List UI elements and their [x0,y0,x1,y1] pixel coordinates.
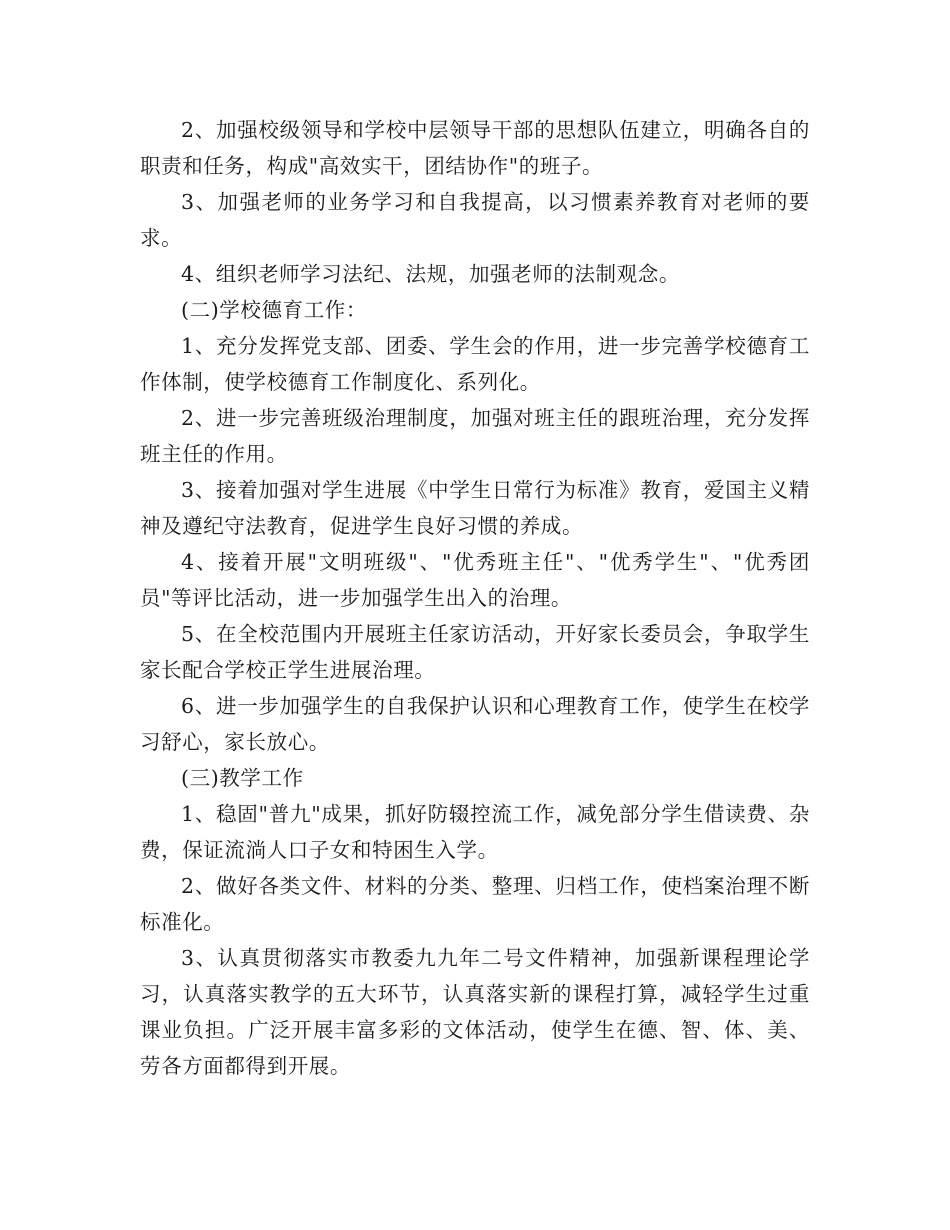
paragraph-evaluation-activities: 4、接着开展"文明班级"、"优秀班主任"、"优秀学生"、"优秀团员"等评比活动，进一步加强学生出入的治理。 [140,550,810,610]
paragraph-behavior-standards: 3、接着加强对学生进展《中学生日常行为标准》教育，爱国主义精神及遵纪守法教育，促进学生良好习惯的养成。 [140,478,810,538]
paragraph-legal-study: 4、组织老师学习法纪、法规，加强老师的法制观念。 [181,262,680,286]
section-heading-moral-education: (二)学校德育工作： [181,298,367,322]
paragraph-curriculum: 3、认真贯彻落实市教委九九年二号文件精神，加强新课程理论学习，认真落实教学的五大环节，认真落实新的课程打算，减轻学生过重课业负担。广泛开展丰富多彩的文体活动，使学生在德、智、体、美、劳各方面都得到开展。 [140,946,810,1078]
paragraph-leadership: 2、加强校级领导和学校中层领导干部的思想队伍建立，明确各自的职责和任务，构成"高效实干，团结协作"的班子。 [140,118,810,178]
paragraph-compulsory-education: 1、稳固"普九"成果，抓好防辍控流工作，减免部分学生借读费、杂费，保证流淌人口子女和特困生入学。 [140,802,810,862]
section-heading-teaching: (三)教学工作 [181,766,304,790]
paragraph-class-management: 2、进一步完善班级治理制度，加强对班主任的跟班治理，充分发挥班主任的作用。 [140,406,810,466]
paragraph-archives: 2、做好各类文件、材料的分类、整理、归档工作，使档案治理不断标准化。 [140,874,810,934]
paragraph-party-role: 1、充分发挥党支部、团委、学生会的作用，进一步完善学校德育工作体制，使学校德育工作制度化、系列化。 [140,334,810,394]
paragraph-home-visits: 5、在全校范围内开展班主任家访活动，开好家长委员会，争取学生家长配合学校正学生进展治理。 [140,622,810,682]
paragraph-self-protection: 6、进一步加强学生的自我保护认识和心理教育工作，使学生在校学习舒心，家长放心。 [140,694,810,754]
paragraph-teacher-study: 3、加强老师的业务学习和自我提高，以习惯素养教育对老师的要求。 [140,190,810,250]
document-body [140,112,810,1084]
